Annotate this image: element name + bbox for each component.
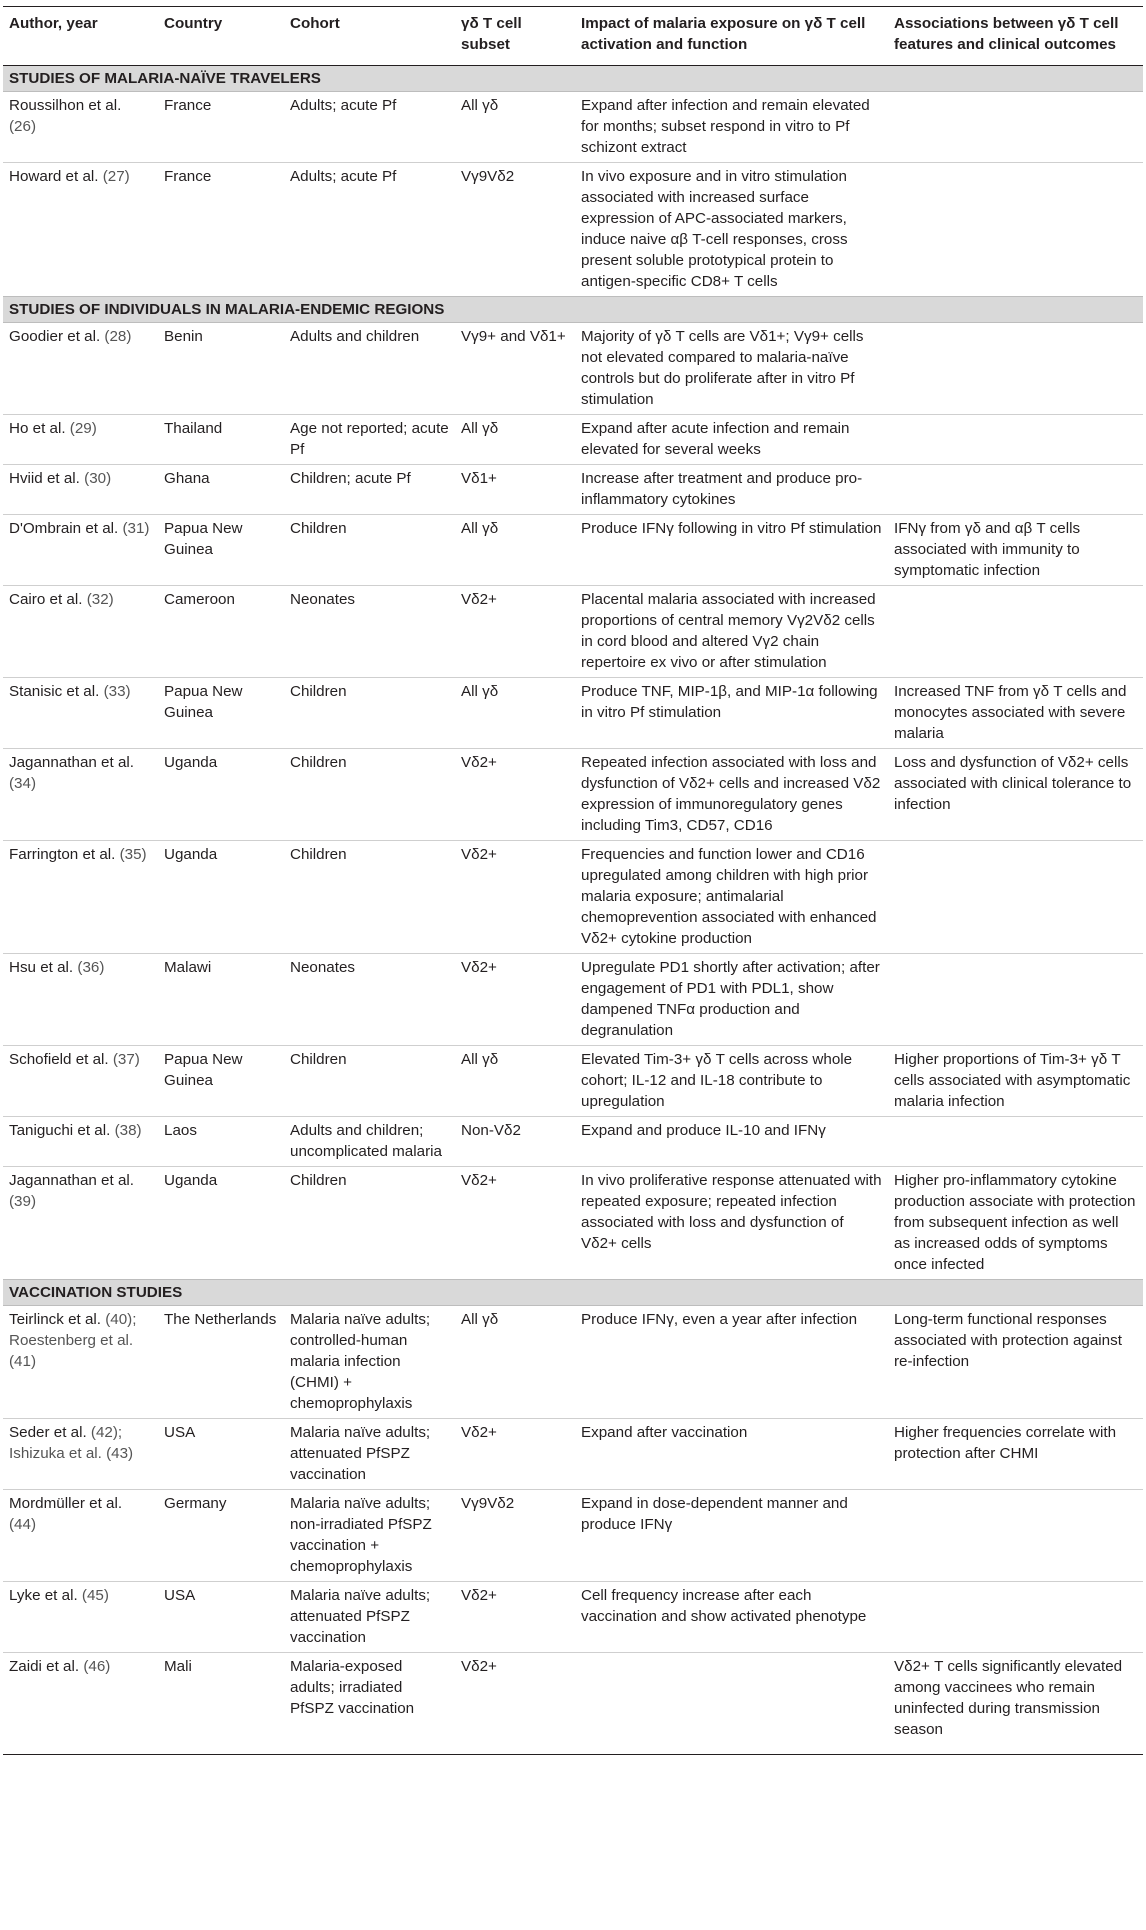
impact-cell: In vivo proliferative response attenuated with repeated exposure; repeated infection associated with loss and dysfunction of Vδ2+ cells xyxy=(575,1167,888,1280)
country-cell: Mali xyxy=(158,1653,284,1755)
gamma-delta-studies-table xyxy=(3,6,1143,1755)
reference-citation: (34) xyxy=(9,775,37,792)
subset-cell: Vδ2+ xyxy=(455,586,575,678)
impact-cell: Produce IFNγ, even a year after infection xyxy=(581,1311,858,1328)
reference-citation: (27) xyxy=(102,168,130,185)
header-cohort: Cohort xyxy=(284,7,455,66)
section-header-row xyxy=(3,1280,1143,1306)
reference-citation: (30) xyxy=(84,470,112,487)
subset-cell: Non-Vδ2 xyxy=(455,1117,575,1167)
author-name: Lyke et al. xyxy=(9,1587,78,1604)
reference-citation: (36) xyxy=(77,959,105,976)
impact-cell: Elevated Tim-3+ γδ T cells across whole cohort; IL-12 and IL-18 contribute to upregulation xyxy=(575,1046,888,1117)
reference-citation: (32) xyxy=(86,591,114,608)
impact-cell: Placental malaria associated with increased proportions of central memory Vγ2Vδ2 cells in cord blood and altered Vγ2 chain repertoire ex vivo or after stimulation xyxy=(575,586,888,678)
reference-citation: (42); Ishizuka et al. (43) xyxy=(9,1424,134,1462)
impact-cell xyxy=(575,1653,888,1755)
country-cell: France xyxy=(158,163,284,297)
cohort-cell: Adults; acute Pf xyxy=(290,97,397,114)
associations-cell xyxy=(888,415,1143,465)
impact-cell: Expand and produce IL-10 and IFNγ xyxy=(575,1117,888,1167)
table-row xyxy=(3,92,1143,163)
author-name: Zaidi et al. xyxy=(9,1658,80,1675)
table-row xyxy=(3,1653,1143,1755)
associations-cell: Loss and dysfunction of Vδ2+ cells associated with clinical tolerance to infection xyxy=(888,749,1143,841)
author-cell xyxy=(3,586,158,678)
cohort-cell: Children xyxy=(284,749,455,841)
reference-citation: (44) xyxy=(9,1516,37,1533)
impact-cell: In vivo exposure and in vitro stimulation associated with increased surface expression of APC-associated markers, induce naive αβ T-cell responses, cross present soluble prototypical protein to antigen-specific CD8+ T cells xyxy=(575,163,888,297)
subset-cell: Vδ2+ xyxy=(455,1653,575,1755)
author-cell xyxy=(3,954,158,1046)
subset-cell: All γδ xyxy=(455,515,575,586)
cohort-cell: Children; acute Pf xyxy=(284,465,455,515)
table-body xyxy=(3,66,1143,1755)
impact-cell: Increase after treatment and produce pro-inflammatory cytokines xyxy=(575,465,888,515)
associations-cell: Vδ2+ T cells significantly elevated among vaccinees who remain uninfected during transmission season xyxy=(888,1653,1143,1755)
table-row xyxy=(3,1490,1143,1582)
author-name: Hsu et al. xyxy=(9,959,74,976)
impact-cell: Upregulate PD1 shortly after activation; after engagement of PD1 with PDL1, show dampened TNFα production and degranulation xyxy=(575,954,888,1046)
section-title: STUDIES OF INDIVIDUALS IN MALARIA-ENDEMIC REGIONS xyxy=(3,297,1143,323)
table-row xyxy=(3,515,1143,586)
header-author: Author, year xyxy=(3,7,158,66)
country-cell: Germany xyxy=(158,1490,284,1582)
country-cell: Uganda xyxy=(158,1167,284,1280)
country-cell: Thailand xyxy=(158,415,284,465)
author-cell xyxy=(3,465,158,515)
associations-cell: Higher pro-inflammatory cytokine production associate with protection from subsequent infection as well as increased odds of symptoms once infected xyxy=(888,1167,1143,1280)
author-name: Howard et al. xyxy=(9,168,99,185)
country-cell: Laos xyxy=(158,1117,284,1167)
header-country: Country xyxy=(158,7,284,66)
author-cell xyxy=(3,92,158,163)
author-name: Mordmüller et al. xyxy=(9,1495,123,1512)
author-name: Ho et al. xyxy=(9,420,66,437)
author-name: Goodier et al. xyxy=(9,328,101,345)
cohort-cell: Children xyxy=(284,841,455,954)
subset-cell: Vγ9+ and Vδ1+ xyxy=(461,328,566,345)
country-cell: Papua New Guinea xyxy=(158,515,284,586)
header-subset: γδ T cell subset xyxy=(455,7,575,66)
country-cell: The Netherlands xyxy=(164,1311,277,1328)
section-header-row xyxy=(3,66,1143,92)
author-cell xyxy=(3,678,158,749)
table-row xyxy=(3,1582,1143,1653)
impact-cell: Produce IFNγ following in vitro Pf stimulation xyxy=(575,515,888,586)
table-row xyxy=(3,841,1143,954)
country-cell: USA xyxy=(158,1582,284,1653)
associations-cell xyxy=(888,465,1143,515)
subset-cell: Vγ9Vδ2 xyxy=(455,163,575,297)
author-name: Seder et al. xyxy=(9,1424,87,1441)
associations-cell: Increased TNF from γδ T cells and monocytes associated with severe malaria xyxy=(888,678,1143,749)
author-cell xyxy=(3,515,158,586)
author-name: Farrington et al. xyxy=(9,846,116,863)
author-cell xyxy=(3,749,158,841)
country-cell: Uganda xyxy=(158,749,284,841)
impact-cell: Expand in dose-dependent manner and produce IFNγ xyxy=(575,1490,888,1582)
cohort-cell: Malaria naïve adults; controlled-human malaria infection (CHMI) + chemoprophylaxis xyxy=(290,1311,431,1412)
country-cell: Malawi xyxy=(158,954,284,1046)
country-cell: Uganda xyxy=(158,841,284,954)
table-row xyxy=(3,954,1143,1046)
author-cell xyxy=(3,1490,158,1582)
subset-cell: Vδ2+ xyxy=(455,1419,575,1490)
associations-cell: IFNγ from γδ and αβ T cells associated with immunity to symptomatic infection xyxy=(888,515,1143,586)
associations-cell xyxy=(888,323,1143,415)
associations-cell: Higher frequencies correlate with protection after CHMI xyxy=(888,1419,1143,1490)
associations-cell xyxy=(888,1582,1143,1653)
associations-cell: Long-term functional responses associated with protection against re-infection xyxy=(894,1311,1122,1370)
impact-cell: Cell frequency increase after each vaccination and show activated phenotype xyxy=(575,1582,888,1653)
author-name: Schofield et al. xyxy=(9,1051,109,1068)
country-cell: Ghana xyxy=(158,465,284,515)
reference-citation: (38) xyxy=(114,1122,142,1139)
subset-cell: All γδ xyxy=(455,678,575,749)
reference-citation: (26) xyxy=(9,118,37,135)
subset-cell: Vγ9Vδ2 xyxy=(455,1490,575,1582)
header-associations: Associations between γδ T cell features and clinical outcomes xyxy=(888,7,1143,66)
author-cell xyxy=(3,1117,158,1167)
cohort-cell: Adults and children; uncomplicated malaria xyxy=(284,1117,455,1167)
country-cell: Papua New Guinea xyxy=(158,678,284,749)
associations-cell xyxy=(888,841,1143,954)
cohort-cell: Malaria-exposed adults; irradiated PfSPZ vaccination xyxy=(284,1653,455,1755)
reference-citation: (35) xyxy=(119,846,147,863)
table-row xyxy=(3,1117,1143,1167)
subset-cell: All γδ xyxy=(455,415,575,465)
associations-cell xyxy=(888,1117,1143,1167)
author-cell xyxy=(3,1419,158,1490)
subset-cell: All γδ xyxy=(461,1311,499,1328)
subset-cell: All γδ xyxy=(461,97,499,114)
impact-cell: Produce TNF, MIP-1β, and MIP-1α following in vitro Pf stimulation xyxy=(575,678,888,749)
impact-cell: Frequencies and function lower and CD16 upregulated among children with high prior malaria exposure; antimalarial chemoprevention associated with enhanced Vδ2+ cytokine production xyxy=(575,841,888,954)
author-name: Cairo et al. xyxy=(9,591,83,608)
reference-citation: (39) xyxy=(9,1193,37,1210)
impact-cell: Repeated infection associated with loss and dysfunction of Vδ2+ cells and increased Vδ2 expression of immunoregulatory genes including Tim3, CD57, CD16 xyxy=(575,749,888,841)
subset-cell: Vδ2+ xyxy=(455,1167,575,1280)
country-cell: Cameroon xyxy=(158,586,284,678)
table-row xyxy=(3,1167,1143,1280)
author-name: Jagannathan et al. xyxy=(9,754,134,771)
cohort-cell: Age not reported; acute Pf xyxy=(284,415,455,465)
cohort-cell: Malaria naïve adults; non-irradiated PfSPZ vaccination + chemoprophylaxis xyxy=(284,1490,455,1582)
author-cell xyxy=(3,841,158,954)
impact-cell: Majority of γδ T cells are Vδ1+; Vγ9+ cells not elevated compared to malaria-naïve controls but do proliferate after in vitro Pf stimulation xyxy=(581,328,864,408)
author-name: Hviid et al. xyxy=(9,470,80,487)
author-cell xyxy=(3,415,158,465)
reference-citation: (29) xyxy=(69,420,97,437)
associations-cell xyxy=(888,586,1143,678)
associations-cell xyxy=(888,1490,1143,1582)
reference-citation: (28) xyxy=(104,328,132,345)
author-name: Stanisic et al. xyxy=(9,683,100,700)
table-row xyxy=(3,415,1143,465)
reference-citation: (37) xyxy=(112,1051,140,1068)
subset-cell: Vδ2+ xyxy=(455,841,575,954)
associations-cell xyxy=(888,163,1143,297)
cohort-cell: Adults and children xyxy=(290,328,420,345)
reference-citation: (40); Roestenberg et al. (41) xyxy=(9,1311,137,1370)
table-row xyxy=(3,1419,1143,1490)
reference-citation: (45) xyxy=(81,1587,109,1604)
author-cell xyxy=(3,163,158,297)
author-cell xyxy=(3,1582,158,1653)
cohort-cell: Adults; acute Pf xyxy=(284,163,455,297)
reference-citation: (46) xyxy=(83,1658,111,1675)
author-name: Taniguchi et al. xyxy=(9,1122,111,1139)
reference-citation: (31) xyxy=(122,520,150,537)
associations-cell xyxy=(888,954,1143,1046)
cohort-cell: Children xyxy=(284,1167,455,1280)
header-row xyxy=(3,7,1143,66)
cohort-cell: Malaria naïve adults; attenuated PfSPZ vaccination xyxy=(284,1582,455,1653)
author-cell xyxy=(3,1653,158,1755)
author-cell xyxy=(3,323,158,415)
table-row xyxy=(3,1046,1143,1117)
author-name: Jagannathan et al. xyxy=(9,1172,134,1189)
author-name: Teirlinck et al. xyxy=(9,1311,101,1328)
table-row xyxy=(3,1306,1143,1419)
subset-cell: Vδ2+ xyxy=(455,954,575,1046)
associations-cell xyxy=(888,92,1143,163)
associations-cell: Higher proportions of Tim-3+ γδ T cells associated with asymptomatic malaria infection xyxy=(888,1046,1143,1117)
section-title: VACCINATION STUDIES xyxy=(3,1280,1143,1306)
cohort-cell: Children xyxy=(284,1046,455,1117)
cohort-cell: Neonates xyxy=(284,586,455,678)
table-row xyxy=(3,163,1143,297)
cohort-cell: Neonates xyxy=(284,954,455,1046)
impact-cell: Expand after vaccination xyxy=(575,1419,888,1490)
subset-cell: Vδ2+ xyxy=(455,1582,575,1653)
subset-cell: Vδ1+ xyxy=(455,465,575,515)
author-cell xyxy=(3,1306,158,1419)
table-row xyxy=(3,586,1143,678)
country-cell: Papua New Guinea xyxy=(158,1046,284,1117)
table-row xyxy=(3,323,1143,415)
author-name: D'Ombrain et al. xyxy=(9,520,119,537)
reference-citation: (33) xyxy=(103,683,131,700)
country-cell: Benin xyxy=(164,328,203,345)
table-header xyxy=(3,7,1143,66)
impact-cell: Expand after infection and remain elevated for months; subset respond in vitro to Pf schizont extract xyxy=(581,97,870,156)
country-cell: USA xyxy=(158,1419,284,1490)
table-row xyxy=(3,465,1143,515)
cohort-cell: Children xyxy=(284,515,455,586)
section-header-row xyxy=(3,297,1143,323)
table-row xyxy=(3,678,1143,749)
impact-cell: Expand after acute infection and remain elevated for several weeks xyxy=(575,415,888,465)
author-cell xyxy=(3,1046,158,1117)
cohort-cell: Malaria naïve adults; attenuated PfSPZ vaccination xyxy=(284,1419,455,1490)
header-impact: Impact of malaria exposure on γδ T cell activation and function xyxy=(575,7,888,66)
cohort-cell: Children xyxy=(284,678,455,749)
author-cell xyxy=(3,1167,158,1280)
subset-cell: Vδ2+ xyxy=(455,749,575,841)
author-name: Roussilhon et al. xyxy=(9,97,122,114)
subset-cell: All γδ xyxy=(455,1046,575,1117)
country-cell: France xyxy=(164,97,212,114)
table-row xyxy=(3,749,1143,841)
section-title: STUDIES OF MALARIA-NAÏVE TRAVELERS xyxy=(3,66,1143,92)
